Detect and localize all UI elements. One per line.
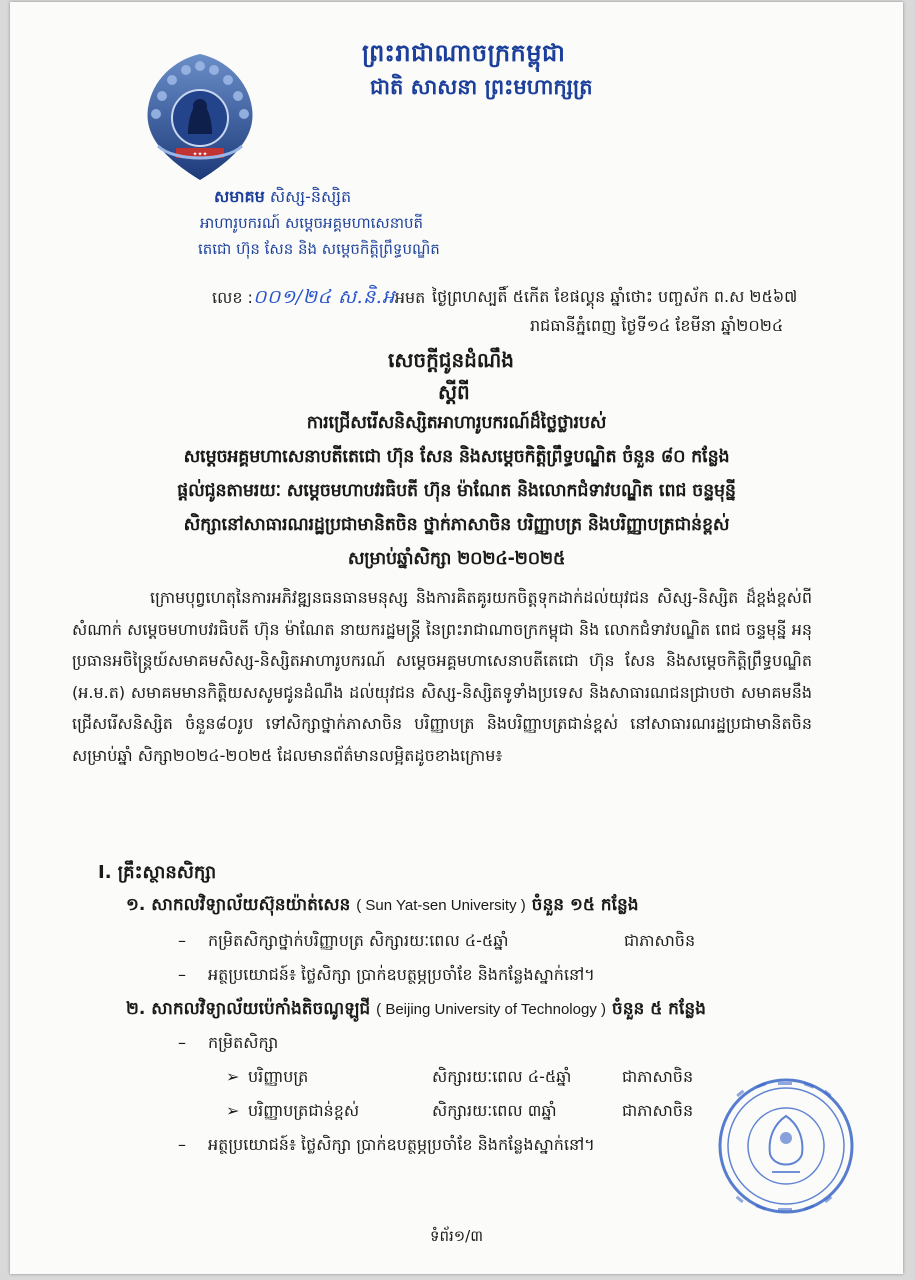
notice-line: សម្រាប់ឆ្នាំសិក្សា ២០២៤-២០២៥ (347, 549, 566, 569)
level-language: ជាភាសាចិន (622, 1067, 694, 1086)
university-name-kh: សាកលវិទ្យាល័យស៊ុនយ៉ាត់សេន (151, 895, 351, 915)
level-name: បរិញ្ញាបត្រជាន់ខ្ពស់ (248, 1101, 360, 1120)
reference-handwritten: ០០១/២៤ ស.និ.អ (252, 286, 395, 308)
official-stamp (716, 1076, 856, 1216)
level-row (226, 1066, 716, 1090)
notice-line: ការជ្រើសរើសនិស្សិតអាហារូបករណ៍ដ៏ថ្លៃថ្លារបស់ (306, 413, 607, 433)
dash-bullet: – (178, 1033, 186, 1052)
dash-bullet: – (178, 1135, 186, 1154)
university-heading (126, 894, 639, 919)
association-patrons: តេជោ ហ៊ុន សែន និង សម្តេចកិត្តិព្រឹទ្ធបណ្ឌិត (198, 240, 440, 258)
association-name-rest: សិស្ស-និស្សិត (264, 187, 352, 206)
list-item (178, 1032, 278, 1056)
item-text: អត្ថប្រយោជន៍៖ ថ្លៃសិក្សា ប្រាក់ឧបត្ថម្ភប្រចាំខែ និងកន្លែងស្នាក់នៅ។ (208, 965, 595, 984)
notice-line: សិក្សានៅសាធារណរដ្ឋប្រជាមានិតចិន ថ្នាក់ភាសាចិន បរិញ្ញាបត្រ និងបរិញ្ញាបត្រជាន់ខ្ពស់ (183, 515, 730, 535)
item-text: កម្រិតសិក្សាថ្នាក់បរិញ្ញាបត្រ សិក្សារយៈពេល ៤-៥ឆ្នាំ (208, 931, 509, 950)
body-paragraph-container (72, 582, 812, 771)
university-slots: ចំនួន ១៥ កន្លែង (531, 895, 639, 915)
item-text: អត្ថប្រយោជន៍៖ ថ្លៃសិក្សា ប្រាក់ឧបត្ថម្ភប្រចាំខែ និងកន្លែងស្នាក់នៅ។ (208, 1135, 595, 1154)
notice-line: ផ្តល់ជូនតាមរយៈ សម្តេចមហាបវរធិបតី ហ៊ុន ម៉ាណែត និងលោកជំទាវបណ្ឌិត ពេជ ចន្ទមុន្នី (177, 481, 736, 501)
reference-number (212, 285, 425, 313)
level-duration: សិក្សារយៈពេល ៤-៥ឆ្នាំ (432, 1067, 572, 1086)
dash-bullet: – (178, 965, 186, 984)
university-heading (126, 998, 706, 1023)
body-paragraph: ក្រោមបុព្វហេតុនៃការអភិវឌ្ឍនធនធានមនុស្ស និងការគិតគូរយកចិត្តទុកដាក់ដល់យុវជន សិស្ស-និស្សិត ដ៏ខ្ពង់ខ្ពស់ពីសំណាក់ សម្តេចមហាបវរធិបតី ហ៊ុន ម៉ាណែត នាយករដ្ឋមន្ត្រី នៃព្រះរាជាណាចក្រកម្ពុជា និង លោកជំទាវបណ្ឌិត ពេជ ចន្ទមុន្នី អនុប្រធានអចិន្ត្រៃយ៍សមាគមសិស្ស-និស្សិតអាហារូបករណ៍ សម្តេចអគ្គមហាសេនាបតីតេជោ ហ៊ុន សែន និងសម្តេចកិត្តិព្រឹទ្ធបណ្ឌិត (អ.ម.ត) សមាគមមានកិត្តិយសសូមជូនដំណឹង ដល់យុវជន សិស្ស-និស្សិតទូទាំងប្រទេស និងសាធារណជនជ្រាបថា សមាគមនឹងជ្រើសរើសនិស្សិត ចំនួន៨០រូប ទៅសិក្សាថ្នាក់ភាសាចិន បរិញ្ញាបត្រ និងបរិញ្ញាបត្រជាន់ខ្ពស់ នៅសាធារណរដ្ឋប្រជាមានិតចិន សម្រាប់ឆ្នាំ សិក្សា២០២៤-២០២៥ ដែលមានព័ត៌មានលម្អិតដូចខាងក្រោម៖ (72, 588, 812, 765)
notice-subject: ស្តីពី (438, 380, 470, 404)
university-slots: ចំនួន ៥ កន្លែង (611, 999, 706, 1019)
national-motto: ជាតិ សាសនា ព្រះមហាក្សត្រ (370, 75, 593, 99)
arrow-bullet-icon: ➢ (226, 1067, 240, 1086)
university-number: ២. (126, 999, 146, 1019)
kingdom-heading: ព្រះរាជាណាចក្រកម្ពុជា (362, 39, 566, 67)
solar-date: រាជធានីភ្នំពេញ ថ្ងៃទី១៤ ខែមីនា ឆ្នាំ២០២៤ (530, 316, 784, 335)
university-number: ១. (126, 895, 146, 915)
level-language: ជាភាសាចិន (622, 1101, 694, 1120)
university-name-en: ( Sun Yat-sen University ) (356, 897, 526, 914)
list-item (178, 930, 738, 954)
reference-label: លេខ : (212, 288, 253, 307)
list-item (178, 1134, 595, 1158)
notice-line: សម្តេចអគ្គមហាសេនាបតីតេជោ ហ៊ុន សែន និងសម្តេចកិត្តិព្រឹទ្ធបណ្ឌិត ចំនួន ៨០ កន្លែង (183, 447, 730, 467)
lunar-date: ថ្ងៃព្រហស្បតិ៍ ៥កើត ខែផល្គុន ឆ្នាំថោះ បញ្ចស័ក ព.ស ២៥៦៧ (432, 287, 798, 306)
arrow-bullet-icon: ➢ (226, 1101, 240, 1120)
association-subtitle: អាហារូបករណ៍ សម្តេចអគ្គមហាសេនាបតី (200, 214, 424, 232)
association-label: សមាគម (214, 187, 265, 206)
level-duration: សិក្សារយៈពេល ៣ឆ្នាំ (432, 1101, 557, 1120)
level-row (226, 1100, 716, 1124)
page-number: ទំព័រ១/៣ (429, 1227, 484, 1245)
reference-suffix: អមត (394, 288, 426, 307)
item-language: ជាភាសាចិន (624, 931, 696, 950)
section-heading: I. គ្រឹះស្ថានសិក្សា (98, 862, 217, 883)
notice-title: សេចក្តីជូនដំណឹង (388, 348, 514, 372)
document-page (10, 2, 903, 1274)
association-logo (134, 50, 266, 186)
association-name (214, 186, 351, 210)
university-name-kh: សាកលវិទ្យាល័យប៉េកាំងតិចណូឡូជី (151, 999, 371, 1019)
level-label: កម្រិតសិក្សា (208, 1033, 279, 1052)
list-item (178, 964, 595, 988)
dash-bullet: – (178, 931, 186, 950)
svg-text:✦✦✦: ✦✦✦ (192, 151, 208, 158)
university-name-en: ( Beijing University of Technology ) (376, 1001, 606, 1018)
level-name: បរិញ្ញាបត្រ (248, 1067, 309, 1086)
